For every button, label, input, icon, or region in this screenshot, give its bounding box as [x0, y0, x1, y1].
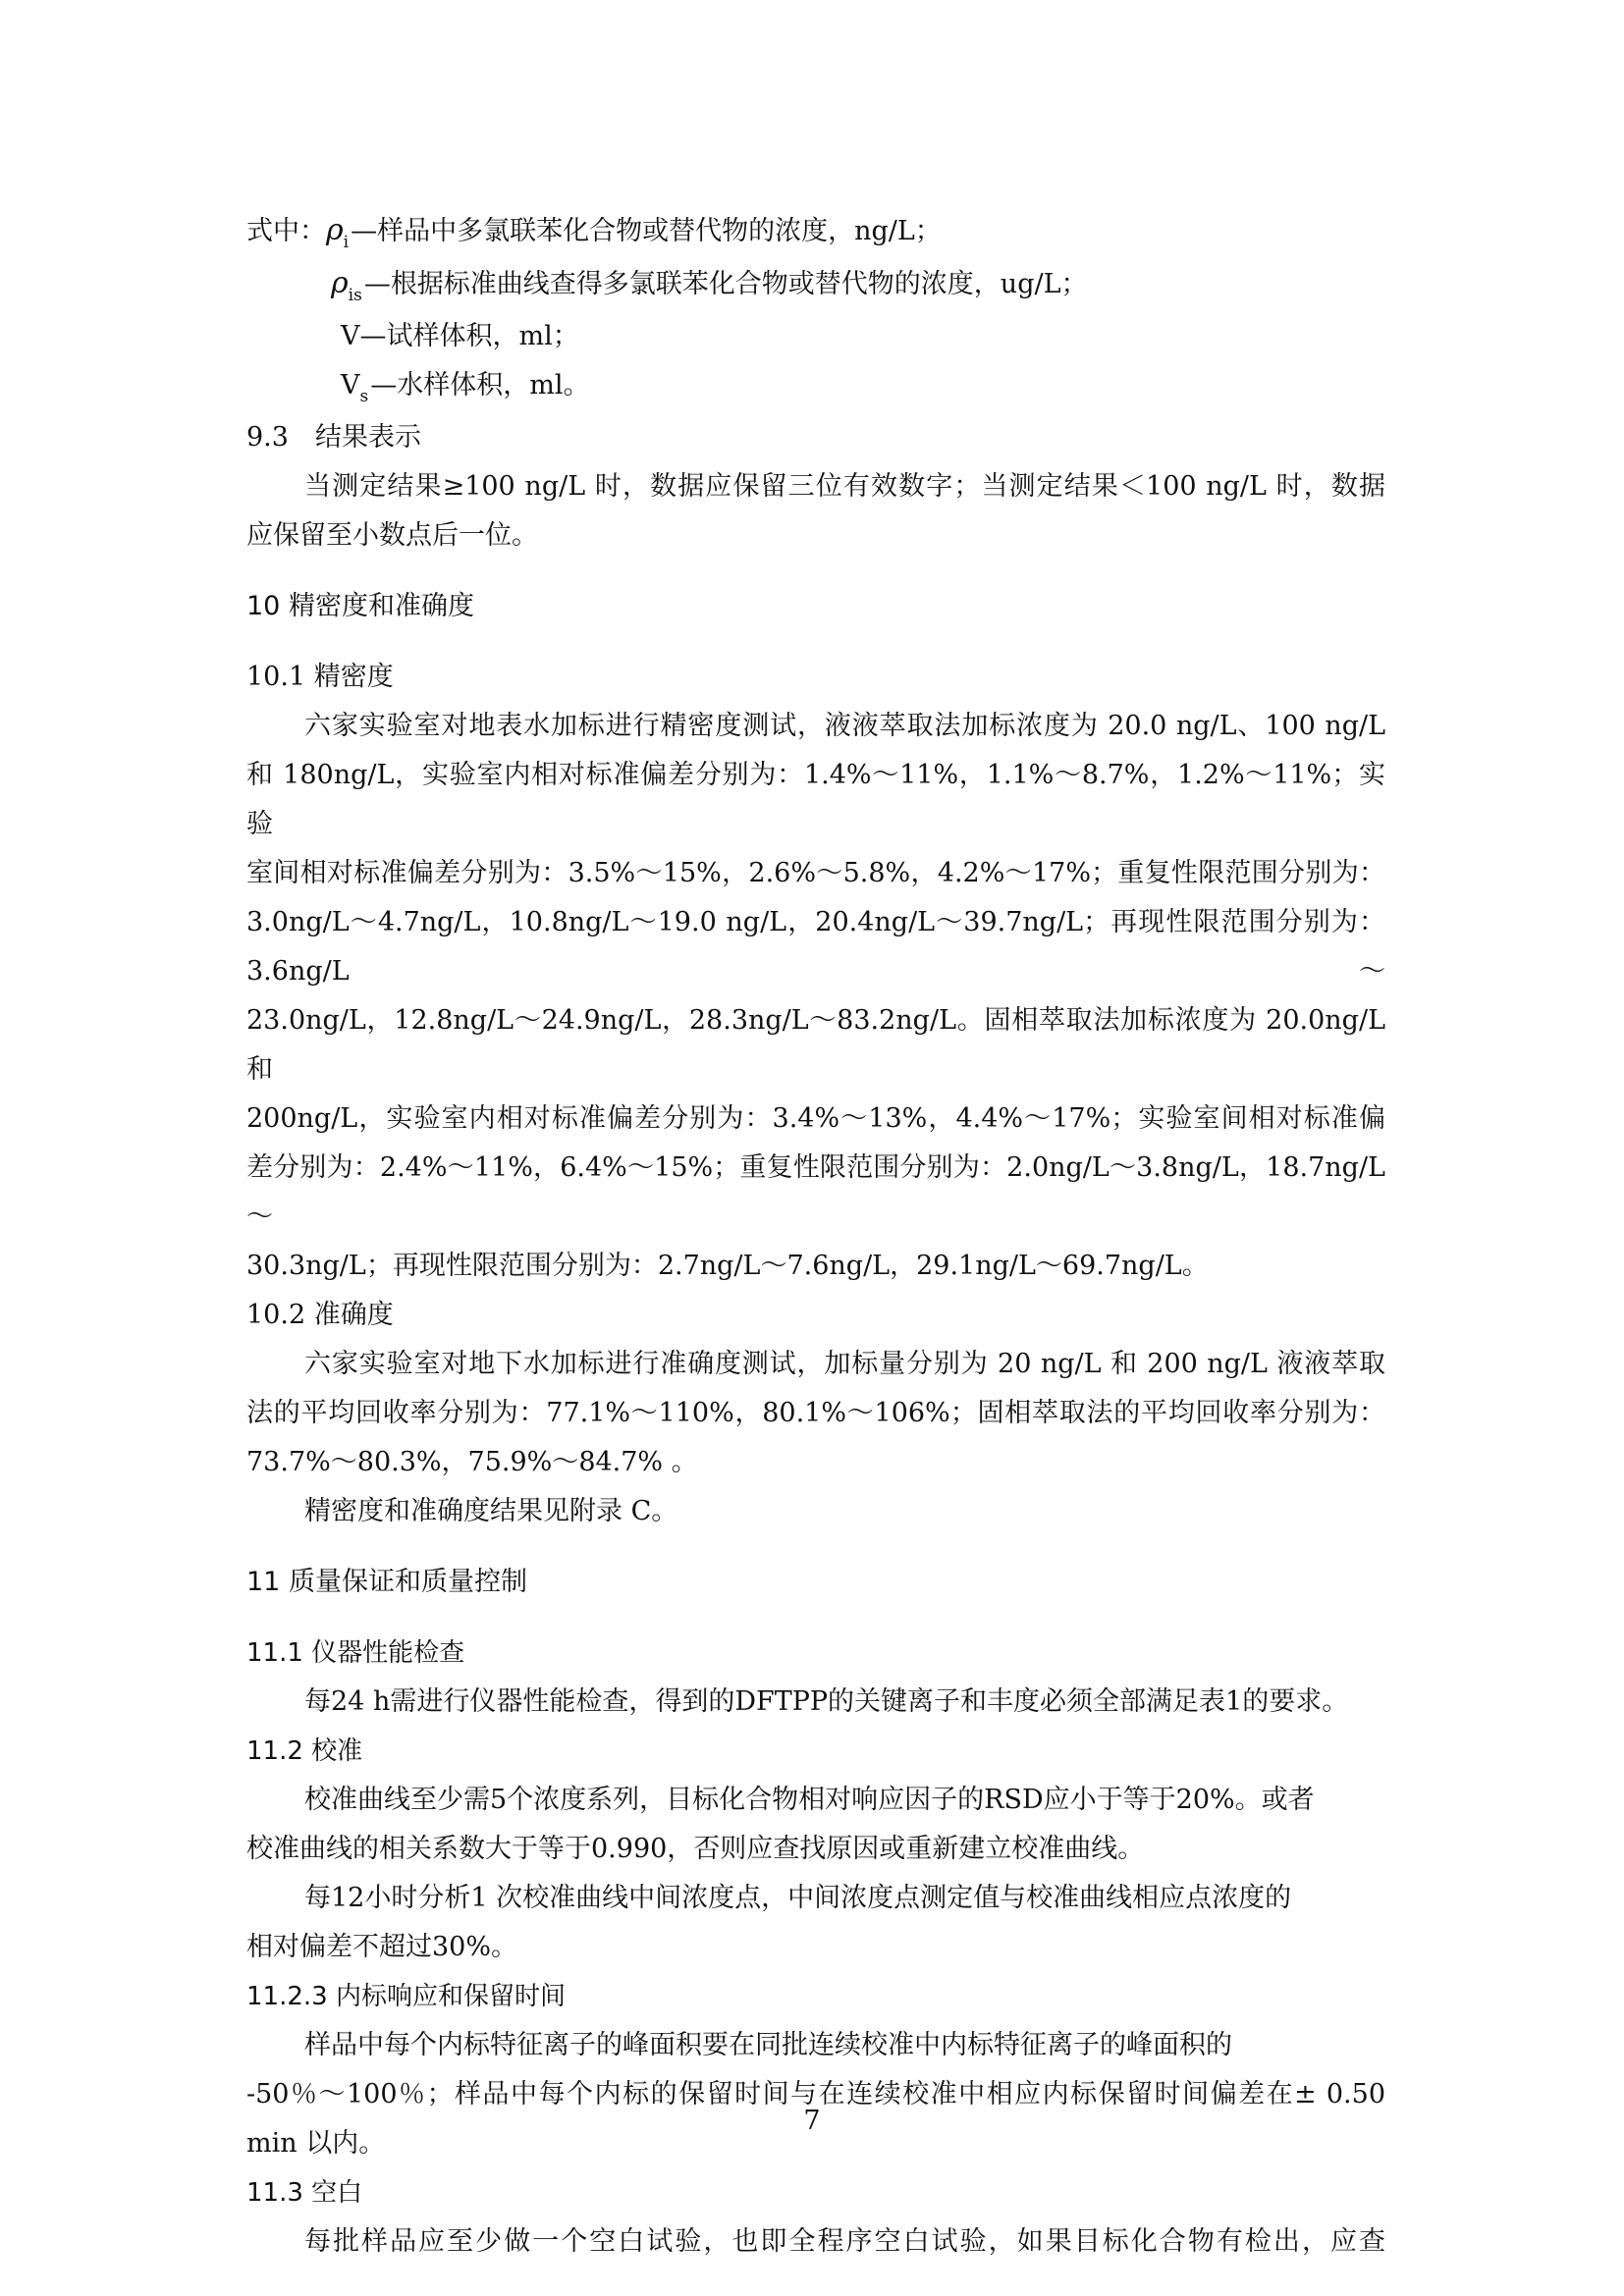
paragraph-line: 校准曲线的相关系数大于等于0.990，否则应查找原因或重新建立校准曲线。 [246, 1834, 1145, 1864]
symbol-subscript: s [359, 387, 369, 406]
page-content [246, 206, 1385, 2267]
paragraph-line: 23.0ng/L，12.8ng/L～24.9ng/L，28.3ng/L～83.2ng/L。固相萃取法加标浓度为 20.0ng/L 和 [246, 1005, 1385, 1085]
paragraph-line: 每批样品应至少做一个空白试验，也即全程序空白试验，如果目标化合物有检出，应查 [304, 2226, 1385, 2257]
section-heading-11-2: 11.2 校准 [246, 1736, 363, 1766]
paragraph-line: 200ng/L，实验室内相对标准偏差分别为：3.4%～13%，4.4%～17%；实验室间相对标准偏 [246, 1103, 1385, 1134]
section-heading-10-2: 10.2 准确度 [246, 1300, 394, 1330]
paragraph-line: 法的平均回收率分别为：77.1%～110%，80.1%～106%；固相萃取法的平均回收率分别为： [246, 1398, 1385, 1428]
paragraph-line: 每12小时分析1 次校准曲线中间浓度点，中间浓度点测定值与校准曲线相应点浓度的 [304, 1883, 1292, 1913]
symbol-subscript: is [348, 286, 362, 305]
paragraph-line: 30.3ng/L；再现性限范围分别为：2.7ng/L～7.6ng/L，29.1ng/L～69.7ng/L。 [246, 1251, 1209, 1281]
paragraph-line: min 以内。 [246, 2128, 386, 2159]
formula-note-v [246, 312, 1385, 361]
section-heading-11-1: 11.1 仪器性能检查 [246, 1638, 465, 1668]
paragraph-line: 3.0ng/L～4.7ng/L，10.8ng/L～19.0 ng/L，20.4ng/L～39.7ng/L；再现性限范围分别为：3.6ng/L～ [246, 907, 1385, 987]
symbol-rho: ρ [331, 266, 349, 300]
paragraph-line: 相对偏差不超过30%。 [246, 1932, 518, 1962]
paragraph-line: 室间相对标准偏差分别为：3.5%～15%，2.6%～5.8%，4.2%～17%；重复性限范围分别为： [246, 858, 1385, 888]
symbol-v: V [341, 321, 360, 351]
symbol-rho: ρ [326, 213, 344, 247]
note-text: —根据标准曲线查得多氯联苯化合物或替代物的浓度，ug/L； [363, 269, 1088, 299]
note-text: —试样体积，ml； [359, 321, 579, 351]
section-heading-9-3: 9.3 结果表示 [246, 422, 421, 453]
note-text: —水样体积，ml。 [370, 370, 590, 400]
paragraph-line: 六家实验室对地下水加标进行准确度测试，加标量分别为 20 ng/L 和 200 ng/L 液液萃取 [304, 1349, 1385, 1379]
paragraph-line: 当测定结果≥100 ng/L 时，数据应保留三位有效数字；当测定结果＜100 ng/L 时，数据 [304, 471, 1385, 502]
paragraph-line: 差分别为：2.4%～11%，6.4%～15%；重复性限范围分别为：2.0ng/L～3.8ng/L，18.7ng/L～ [246, 1152, 1385, 1232]
paragraph-line: 应保留至小数点后一位。 [246, 520, 538, 551]
paragraph-line: 校准曲线至少需5个浓度系列，目标化合物相对响应因子的RSD应小于等于20%。或者 [304, 1785, 1315, 1815]
section-heading-11-2-3: 11.2.3 内标响应和保留时间 [246, 1982, 566, 2011]
paragraph-line: 样品中每个内标特征离子的峰面积要在同批连续校准中内标特征离子的峰面积的 [304, 2030, 1232, 2060]
paragraph-line: 每24 h需进行仪器性能检查，得到的DFTPP的关键离子和丰度必须全部满足表1的要求。 [304, 1686, 1349, 1717]
note-text: —样品中多氯联苯化合物或替代物的浓度，ng/L； [351, 216, 942, 246]
symbol-v: V [341, 370, 360, 400]
section-heading-10: 10 精密度和准确度 [246, 591, 474, 621]
paragraph-line: 和 180ng/L，实验室内相对标准偏差分别为：1.4%～11%，1.1%～8.7%，1.2%～11%；实验 [246, 760, 1385, 839]
paragraph-line: -50％～100％；样品中每个内标的保留时间与在连续校准中相应内标保留时间偏差在± 0.50 [246, 2079, 1385, 2109]
formula-note-rho-is [246, 259, 1385, 312]
formula-note-rho-i [246, 206, 1385, 259]
section-heading-11-3: 11.3 空白 [246, 2178, 363, 2208]
paragraph-line: 精密度和准确度结果见附录 C。 [304, 1496, 678, 1526]
page-number: 7 [803, 2106, 821, 2136]
paragraph-line: 73.7%～80.3%，75.9%～84.7% 。 [246, 1447, 698, 1477]
note-prefix: 式中： [246, 216, 326, 246]
paragraph-line: 六家实验室对地表水加标进行精密度测试，液液萃取法加标浓度为 20.0 ng/L、100 ng/L [304, 711, 1385, 741]
formula-note-vs [246, 361, 1385, 413]
section-heading-11: 11 质量保证和质量控制 [246, 1567, 527, 1597]
section-heading-10-1: 10.1 精密度 [246, 662, 394, 692]
symbol-subscript: i [343, 233, 350, 252]
